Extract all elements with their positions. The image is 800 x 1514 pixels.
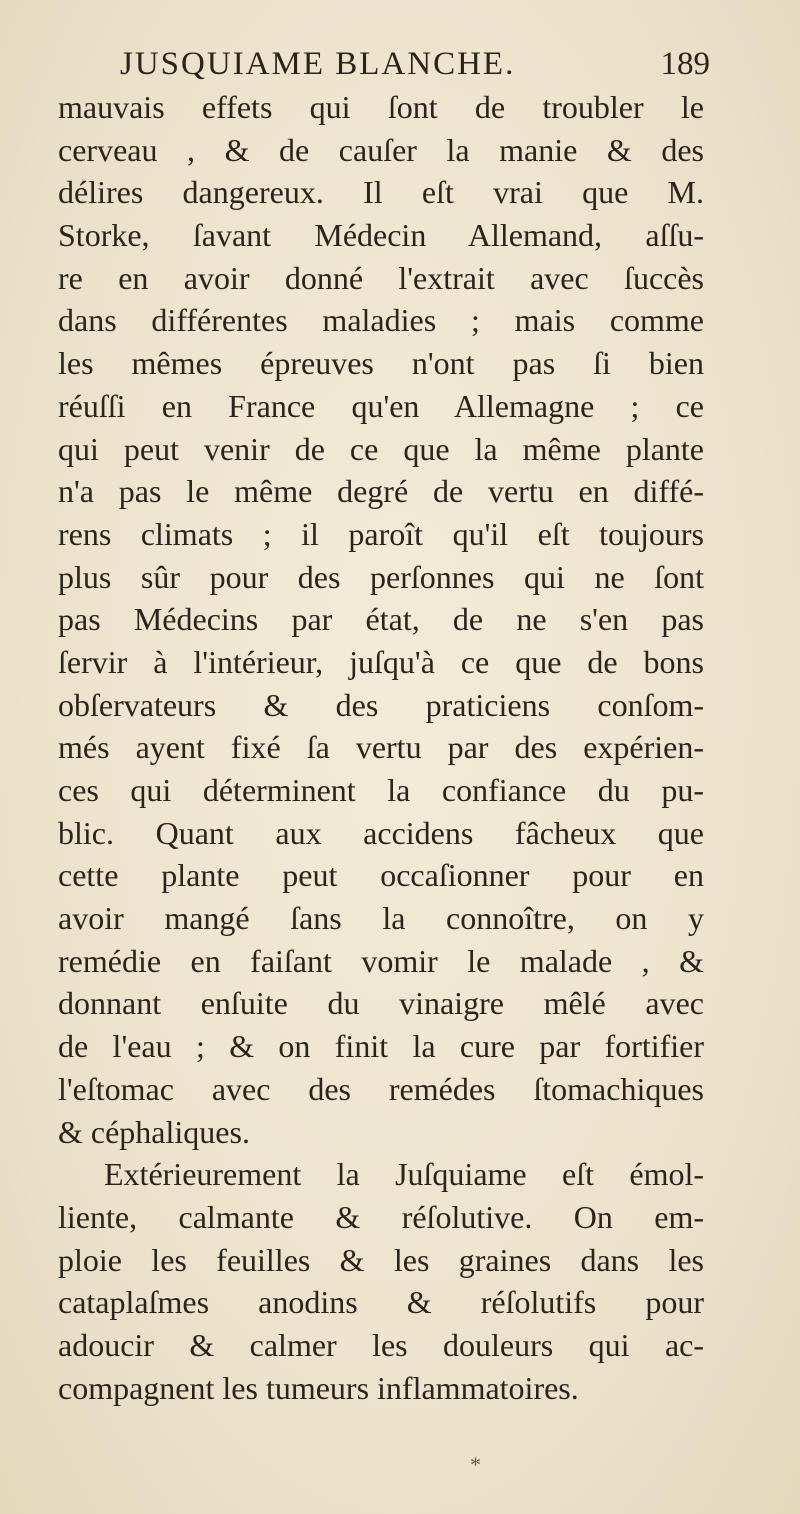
text-line: més ayent fixé ſa vertu par des expérien- bbox=[58, 729, 704, 766]
text-line: liente, calmante & réſolutive. On em- bbox=[58, 1198, 704, 1235]
text-line: l'eſtomac avec des remédes ſtomachiques bbox=[58, 1070, 704, 1107]
text-line: réuſſi en France qu'en Allemagne ; ce bbox=[58, 387, 704, 424]
running-title: JUSQUIAME BLANCHE. bbox=[120, 46, 516, 82]
text-line: avoir mangé ſans la connoître, on y bbox=[58, 900, 704, 937]
text-line: cette plante peut occaſionner pour en bbox=[58, 857, 704, 894]
text-line: de l'eau ; & on finit la cure par fortifier bbox=[58, 1028, 704, 1065]
running-header bbox=[120, 42, 710, 86]
text-line: délires dangereux. Il eſt vrai que M. bbox=[58, 174, 704, 211]
text-line: mauvais effets qui ſont de troubler le bbox=[58, 89, 704, 125]
text-line: les mêmes épreuves n'ont pas ſi bien bbox=[58, 345, 704, 382]
text-line: cerveau , & de cauſer la manie & des bbox=[58, 131, 704, 168]
text-line: re en avoir donné l'extrait avec ſuccès bbox=[58, 259, 704, 296]
text-line: remédie en faiſant vomir le malade , & bbox=[58, 942, 704, 979]
text-line: dans différentes maladies ; mais comme bbox=[58, 302, 704, 339]
text-line: blic. Quant aux accidens fâcheux que bbox=[58, 814, 704, 851]
text-line: adoucir & calmer les douleurs qui ac- bbox=[58, 1326, 704, 1363]
text-line: obſervateurs & des praticiens conſom- bbox=[58, 686, 704, 723]
asterisk-ornament: * bbox=[470, 1452, 481, 1477]
text-line: ces qui déterminent la confiance du pu- bbox=[58, 772, 704, 808]
page-number: 189 bbox=[660, 46, 710, 82]
text-line: & céphaliques. bbox=[58, 1113, 250, 1150]
body-text bbox=[58, 86, 704, 1409]
text-line: rens climats ; il paroît qu'il eſt toujours bbox=[58, 515, 704, 552]
text-line: Storke, ſavant Médecin Allemand, aſſu- bbox=[58, 217, 704, 254]
text-line: pas Médecins par état, de ne s'en pas bbox=[58, 601, 704, 638]
text-line: donnant enſuite du vinaigre mêlé avec bbox=[58, 985, 704, 1022]
text-line: n'a pas le même degré de vertu en diffé- bbox=[58, 473, 704, 510]
paragraph-start-line: Extérieurement la Juſquiame eſt émol- bbox=[104, 1156, 704, 1193]
text-line: plus sûr pour des perſonnes qui ne ſont bbox=[58, 558, 704, 595]
text-line: ſervir à l'intérieur, juſqu'à ce que de bons bbox=[58, 643, 704, 680]
text-line: qui peut venir de ce que la même plante bbox=[58, 430, 704, 467]
text-line: compagnent les tumeurs inflammatoires. bbox=[58, 1369, 579, 1406]
text-line: ploie les feuilles & les graines dans les bbox=[58, 1241, 704, 1278]
text-line: cataplaſmes anodins & réſolutifs pour bbox=[58, 1284, 704, 1321]
